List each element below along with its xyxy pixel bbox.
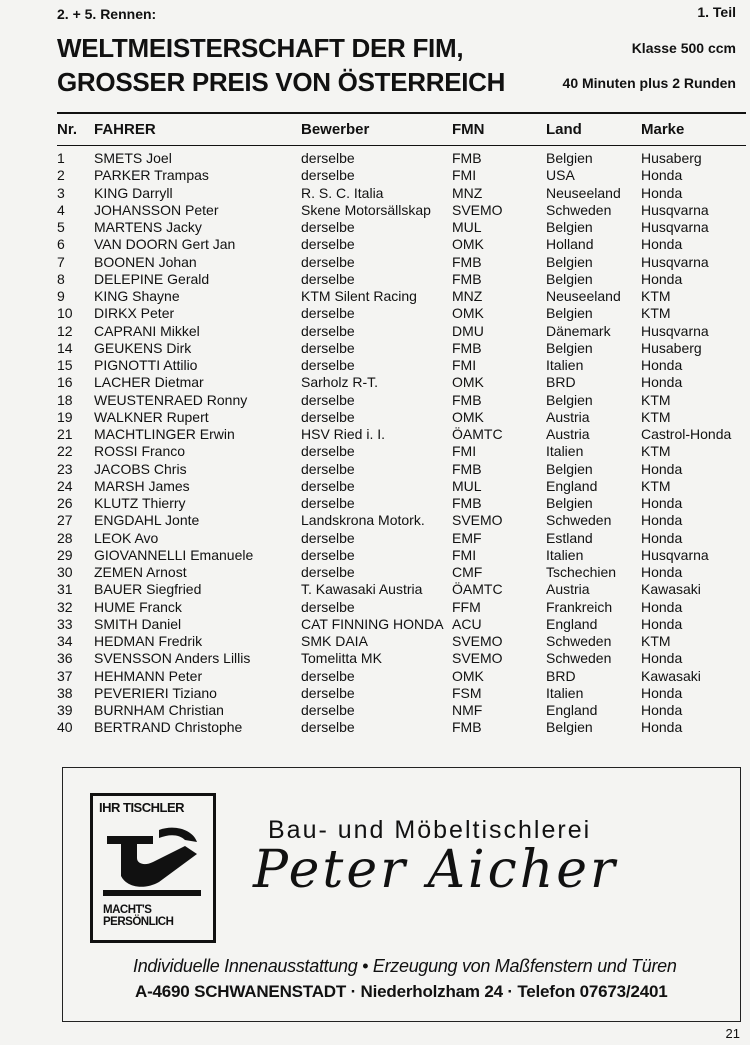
cell-bewerber: T. Kawasaki Austria xyxy=(301,581,423,598)
ad-logo xyxy=(90,793,216,943)
cell-bewerber: Landskrona Motork. xyxy=(301,512,425,529)
cell-fahrer: SMETS Joel xyxy=(94,150,172,166)
cell-fmn: FMI xyxy=(452,443,477,460)
cell-fmn: FMB xyxy=(452,150,482,166)
table-row xyxy=(0,633,750,650)
cell-fmn: ÖAMTC xyxy=(452,426,503,442)
cell-nr: 38 xyxy=(57,684,73,701)
cell-nr: 36 xyxy=(57,650,73,667)
cell-fmn: SVEMO xyxy=(452,201,503,218)
cell-marke: Honda xyxy=(641,719,683,736)
cell-fahrer: GEUKENS Dirk xyxy=(94,339,192,356)
cell-land: Belgien xyxy=(546,270,593,287)
cell-fmn: FMB xyxy=(452,253,482,270)
cell-land: Dänemark xyxy=(546,322,611,339)
cell-bewerber: R. S. C. Italia xyxy=(301,184,384,201)
cell-land: BRD xyxy=(546,374,576,391)
cell-fmn: OMK xyxy=(452,236,484,253)
cell-fmn: FMI xyxy=(452,167,477,184)
cell-marke: KTM xyxy=(641,443,671,460)
cell-fmn: SVEMO xyxy=(452,650,503,667)
cell-fmn: DMU xyxy=(452,322,484,339)
cell-nr: 5 xyxy=(57,219,65,235)
cell-fahrer: KLUTZ Thierry xyxy=(94,495,186,511)
cell-bewerber: SMK DAIA xyxy=(301,633,368,649)
cell-nr: 7 xyxy=(57,253,65,270)
table-row xyxy=(0,323,750,340)
cell-nr: 12 xyxy=(57,322,73,339)
cell-land: Belgien xyxy=(546,495,593,511)
cell-fmn: MNZ xyxy=(452,288,483,304)
cell-marke: Honda xyxy=(641,236,683,253)
cell-land: Neuseeland xyxy=(546,184,621,201)
cell-marke: Honda xyxy=(641,374,683,391)
cell-nr: 33 xyxy=(57,615,73,632)
cell-bewerber: derselbe xyxy=(301,219,355,235)
cell-nr: 32 xyxy=(57,598,73,615)
cell-land: Belgien xyxy=(546,219,593,235)
logo-bottom-line2: PERSÖNLICH xyxy=(103,916,174,928)
cell-bewerber: derselbe xyxy=(301,529,355,546)
cell-land: Tschechien xyxy=(546,564,617,580)
table-row xyxy=(0,564,750,581)
cell-marke: Honda xyxy=(641,598,683,615)
cell-fahrer: HEHMANN Peter xyxy=(94,667,203,684)
cell-bewerber: Skene Motorsällskap xyxy=(301,201,431,218)
cell-land: Belgien xyxy=(546,339,593,356)
cell-bewerber: derselbe xyxy=(301,598,355,615)
cell-nr: 23 xyxy=(57,460,73,477)
logo-bottom-line1: MACHT'S xyxy=(103,904,152,916)
cell-bewerber: derselbe xyxy=(301,460,355,477)
cell-land: Schweden xyxy=(546,512,612,529)
cell-fahrer: MACHTLINGER Erwin xyxy=(94,426,235,442)
cell-nr: 6 xyxy=(57,236,65,253)
advertisement xyxy=(62,767,741,1022)
col-header-fahrer: FAHRER xyxy=(94,121,156,138)
cell-fahrer: VAN DOORN Gert Jan xyxy=(94,236,236,253)
table-row xyxy=(0,236,750,253)
cell-fmn: FMB xyxy=(452,339,482,356)
cell-land: Italien xyxy=(546,684,584,701)
table-row xyxy=(0,668,750,685)
cell-marke: Honda xyxy=(641,529,683,546)
table-row xyxy=(0,357,750,374)
cell-nr: 21 xyxy=(57,426,73,442)
logo-bottom-text xyxy=(103,904,173,928)
ad-address: A-4690 SCHWANENSTADT · Niederholzham 24 · Telefon 07673/2401 xyxy=(135,982,668,1001)
cell-marke: KTM xyxy=(641,633,671,649)
table-row xyxy=(0,530,750,547)
cell-fmn: OMK xyxy=(452,408,484,425)
cell-fahrer: MARSH James xyxy=(94,477,190,494)
cell-fahrer: ROSSI Franco xyxy=(94,443,186,460)
cell-marke: Honda xyxy=(641,684,683,701)
cell-nr: 9 xyxy=(57,288,65,304)
cell-fmn: MUL xyxy=(452,219,482,235)
cell-fahrer: ZEMEN Arnost xyxy=(94,564,187,580)
cell-fahrer: PEVERIERI Tiziano xyxy=(94,684,217,701)
cell-marke: Honda xyxy=(641,702,683,718)
cell-nr: 19 xyxy=(57,408,73,425)
table-row xyxy=(0,305,750,322)
table-row xyxy=(0,409,750,426)
cell-fmn: SVEMO xyxy=(452,633,503,649)
cell-nr: 39 xyxy=(57,702,73,718)
cell-fmn: ÖAMTC xyxy=(452,581,503,598)
cell-marke: Honda xyxy=(641,495,683,511)
cell-marke: Honda xyxy=(641,460,683,477)
cell-fahrer: BOONEN Johan xyxy=(94,253,197,270)
cell-fmn: FMI xyxy=(452,357,477,373)
cell-marke: KTM xyxy=(641,408,671,425)
ad-business-name: Peter Aicher xyxy=(253,840,618,900)
col-header-bewerber: Bewerber xyxy=(301,121,370,138)
cell-bewerber: derselbe xyxy=(301,495,355,511)
cell-marke: Honda xyxy=(641,615,683,632)
cell-fahrer: JOHANSSON Peter xyxy=(94,201,219,218)
duration-label: 40 Minuten plus 2 Runden xyxy=(562,75,736,91)
cell-marke: Honda xyxy=(641,167,683,184)
cell-bewerber: derselbe xyxy=(301,322,355,339)
cell-land: BRD xyxy=(546,667,576,684)
cell-nr: 28 xyxy=(57,529,73,546)
cell-nr: 3 xyxy=(57,184,65,201)
cell-marke: Honda xyxy=(641,357,683,373)
cell-marke: Honda xyxy=(641,564,683,580)
table-row xyxy=(0,271,750,288)
cell-marke: Honda xyxy=(641,270,683,287)
table-header-rule xyxy=(57,145,746,146)
cell-nr: 1 xyxy=(57,150,65,166)
cell-land: England xyxy=(546,477,598,494)
table-row xyxy=(0,599,750,616)
page-number: 21 xyxy=(725,1026,740,1041)
cell-bewerber: derselbe xyxy=(301,305,355,322)
cell-bewerber: derselbe xyxy=(301,564,355,580)
cell-bewerber: derselbe xyxy=(301,236,355,253)
cell-land: Schweden xyxy=(546,201,612,218)
cell-marke: Husqvarna xyxy=(641,201,709,218)
ad-business-type: Bau- und Möbeltischlerei xyxy=(268,816,592,844)
cell-marke: KTM xyxy=(641,477,671,494)
table-row xyxy=(0,650,750,667)
cell-land: Italien xyxy=(546,443,584,460)
cell-land: Italien xyxy=(546,357,584,373)
cell-fmn: MNZ xyxy=(452,184,483,201)
cell-fmn: FMB xyxy=(452,391,482,408)
cell-nr: 22 xyxy=(57,443,73,460)
page-title-line1: WELTMEISTERSCHAFT DER FIM, xyxy=(57,33,464,63)
cell-fahrer: LEOK Avo xyxy=(94,529,159,546)
table-top-rule xyxy=(57,112,746,114)
cell-nr: 16 xyxy=(57,374,73,391)
cell-fmn: FMI xyxy=(452,546,477,563)
cell-nr: 14 xyxy=(57,339,73,356)
table-row xyxy=(0,685,750,702)
cell-marke: Husaberg xyxy=(641,150,702,166)
cell-fmn: CMF xyxy=(452,564,483,580)
cell-bewerber: derselbe xyxy=(301,684,355,701)
cell-land: England xyxy=(546,702,598,718)
cell-marke: Honda xyxy=(641,650,683,667)
cell-fahrer: SVENSSON Anders Lillis xyxy=(94,650,251,667)
cell-nr: 15 xyxy=(57,357,73,373)
cell-land: Holland xyxy=(546,236,594,253)
table-row xyxy=(0,167,750,184)
cell-bewerber: CAT FINNING HONDA xyxy=(301,615,444,632)
cell-fahrer: DELEPINE Gerald xyxy=(94,270,210,287)
cell-bewerber: derselbe xyxy=(301,253,355,270)
cell-fahrer: DIRKX Peter xyxy=(94,305,175,322)
cell-fmn: FFM xyxy=(452,598,481,615)
cell-bewerber: derselbe xyxy=(301,357,355,373)
class-label: Klasse 500 ccm xyxy=(631,40,736,56)
table-row xyxy=(0,374,750,391)
table-row xyxy=(0,581,750,598)
cell-bewerber: derselbe xyxy=(301,546,355,563)
cell-marke: Husqvarna xyxy=(641,253,709,270)
cell-land: Schweden xyxy=(546,633,612,649)
cell-fahrer: BERTRAND Christophe xyxy=(94,719,243,736)
cell-bewerber: derselbe xyxy=(301,167,355,184)
cell-fahrer: SMITH Daniel xyxy=(94,615,182,632)
cell-bewerber: HSV Ried i. I. xyxy=(301,426,386,442)
cell-nr: 37 xyxy=(57,667,73,684)
cell-bewerber: derselbe xyxy=(301,719,355,736)
cell-nr: 10 xyxy=(57,305,73,322)
cell-fahrer: PIGNOTTI Attilio xyxy=(94,357,198,373)
cell-land: Belgien xyxy=(546,391,593,408)
table-row xyxy=(0,461,750,478)
logo-top-text: IHR TISCHLER xyxy=(99,800,184,815)
page-title-line2: GROSSER PREIS VON ÖSTERREICH xyxy=(57,67,506,97)
cell-bewerber: Tomelitta MK xyxy=(301,650,382,667)
table-row xyxy=(0,495,750,512)
table-row xyxy=(0,392,750,409)
cell-marke: Honda xyxy=(641,184,683,201)
cell-nr: 26 xyxy=(57,495,73,511)
table-row xyxy=(0,219,750,236)
cell-land: Belgien xyxy=(546,460,593,477)
cell-nr: 18 xyxy=(57,391,73,408)
table-row xyxy=(0,426,750,443)
cell-fahrer: CAPRANI Mikkel xyxy=(94,322,200,339)
col-header-marke: Marke xyxy=(641,121,685,138)
cell-land: Austria xyxy=(546,581,590,598)
cell-bewerber: derselbe xyxy=(301,443,355,460)
cell-fahrer: JACOBS Chris xyxy=(94,460,187,477)
cell-marke: Kawasaki xyxy=(641,581,701,598)
cell-bewerber: derselbe xyxy=(301,391,355,408)
cell-land: Austria xyxy=(546,426,590,442)
cell-nr: 30 xyxy=(57,564,73,580)
cell-bewerber: derselbe xyxy=(301,667,355,684)
col-header-land: Land xyxy=(546,121,582,138)
rider-list xyxy=(0,150,750,737)
cell-bewerber: derselbe xyxy=(301,408,355,425)
cell-nr: 4 xyxy=(57,201,65,218)
cell-land: Frankreich xyxy=(546,598,613,615)
cell-nr: 29 xyxy=(57,546,73,563)
cell-fmn: OMK xyxy=(452,305,484,322)
cell-nr: 40 xyxy=(57,719,73,736)
cell-land: Italien xyxy=(546,546,584,563)
cell-bewerber: derselbe xyxy=(301,150,355,166)
cell-fmn: OMK xyxy=(452,667,484,684)
cell-marke: Husqvarna xyxy=(641,322,709,339)
cell-fahrer: HUME Franck xyxy=(94,598,182,615)
table-row xyxy=(0,202,750,219)
col-header-fmn: FMN xyxy=(452,121,485,138)
cell-bewerber: KTM Silent Racing xyxy=(301,288,417,304)
cell-fmn: FMB xyxy=(452,460,482,477)
race-label: 2. + 5. Rennen: xyxy=(57,6,157,22)
cell-fahrer: BURNHAM Christian xyxy=(94,702,224,718)
cell-fmn: MUL xyxy=(452,477,482,494)
cell-land: Estland xyxy=(546,529,593,546)
table-row xyxy=(0,340,750,357)
cell-land: Austria xyxy=(546,408,590,425)
cell-fmn: FMB xyxy=(452,270,482,287)
cell-bewerber: derselbe xyxy=(301,339,355,356)
table-row xyxy=(0,288,750,305)
part-label: 1. Teil xyxy=(697,4,736,20)
cell-marke: Husqvarna xyxy=(641,219,709,235)
table-row xyxy=(0,702,750,719)
cell-marke: Husaberg xyxy=(641,339,702,356)
cell-fahrer: KING Darryll xyxy=(94,184,173,201)
cell-land: Belgien xyxy=(546,150,593,166)
cell-fahrer: MARTENS Jacky xyxy=(94,219,202,235)
table-row xyxy=(0,443,750,460)
table-row xyxy=(0,150,750,167)
table-row xyxy=(0,719,750,736)
cell-land: Belgien xyxy=(546,253,593,270)
cell-fmn: OMK xyxy=(452,374,484,391)
cell-nr: 27 xyxy=(57,512,73,529)
cell-fahrer: ENGDAHL Jonte xyxy=(94,512,200,529)
cell-fmn: FMB xyxy=(452,495,482,511)
cell-fahrer: GIOVANNELLI Emanuele xyxy=(94,546,254,563)
cell-marke: KTM xyxy=(641,391,671,408)
cell-bewerber: derselbe xyxy=(301,702,355,718)
cell-fmn: EMF xyxy=(452,529,482,546)
cell-fmn: FMB xyxy=(452,719,482,736)
cell-fmn: NMF xyxy=(452,702,483,718)
cell-nr: 8 xyxy=(57,270,65,287)
col-header-nr: Nr. xyxy=(57,121,78,138)
cell-fmn: SVEMO xyxy=(452,512,503,529)
cell-nr: 31 xyxy=(57,581,73,598)
table-row xyxy=(0,616,750,633)
cell-fahrer: WEUSTENRAED Ronny xyxy=(94,391,248,408)
table-row xyxy=(0,185,750,202)
table-row xyxy=(0,547,750,564)
cell-marke: Kawasaki xyxy=(641,667,701,684)
cell-bewerber: derselbe xyxy=(301,477,355,494)
cell-nr: 24 xyxy=(57,477,73,494)
cell-land: England xyxy=(546,615,598,632)
cell-marke: Honda xyxy=(641,512,683,529)
cell-fahrer: WALKNER Rupert xyxy=(94,408,209,425)
cell-fmn: FSM xyxy=(452,684,482,701)
cell-fahrer: BAUER Siegfried xyxy=(94,581,202,598)
ad-services: Individuelle Innenausstattung • Erzeugung von Maßfenstern und Türen xyxy=(133,956,677,976)
cell-fahrer: KING Shayne xyxy=(94,288,180,304)
table-row xyxy=(0,512,750,529)
cell-nr: 34 xyxy=(57,633,73,649)
cell-land: Schweden xyxy=(546,650,612,667)
cell-land: Belgien xyxy=(546,305,593,322)
table-header xyxy=(0,121,750,141)
cell-fahrer: PARKER Trampas xyxy=(94,167,209,184)
cell-bewerber: derselbe xyxy=(301,270,355,287)
cell-fahrer: LACHER Dietmar xyxy=(94,374,204,391)
table-row xyxy=(0,478,750,495)
cell-fmn: ACU xyxy=(452,615,482,632)
cell-marke: Castrol-Honda xyxy=(641,426,732,442)
cell-fahrer: HEDMAN Fredrik xyxy=(94,633,203,649)
cell-marke: KTM xyxy=(641,305,671,322)
cell-land: Neuseeland xyxy=(546,288,621,304)
cell-nr: 2 xyxy=(57,167,65,184)
cell-bewerber: Sarholz R-T. xyxy=(301,374,379,391)
table-row xyxy=(0,254,750,271)
cell-marke: Husqvarna xyxy=(641,546,709,563)
cell-land: USA xyxy=(546,167,575,184)
cell-land: Belgien xyxy=(546,719,593,736)
cell-marke: KTM xyxy=(641,288,671,304)
